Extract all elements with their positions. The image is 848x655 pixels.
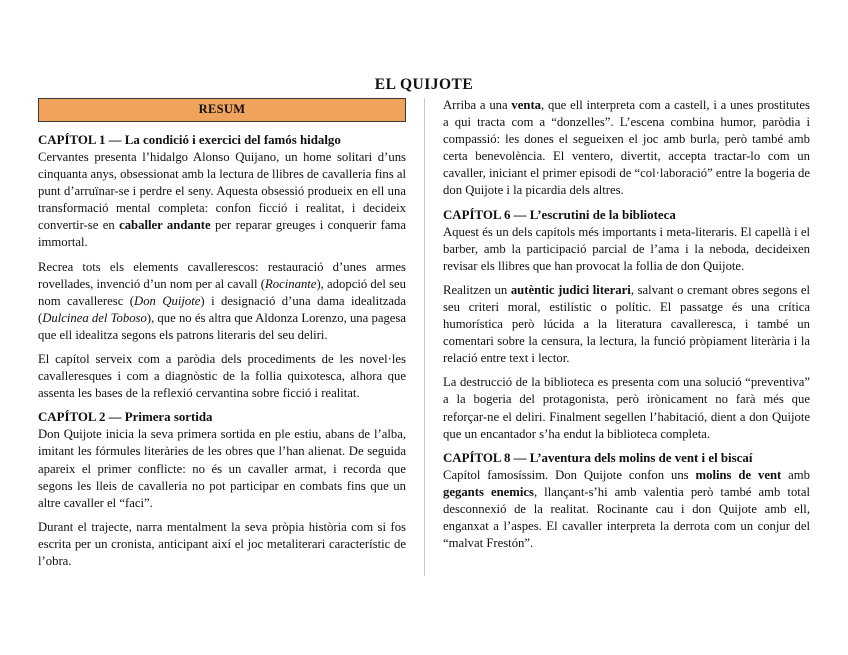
chapter-2-heading: CAPÍTOL 2 — Primera sortida bbox=[38, 410, 213, 425]
column-divider bbox=[424, 98, 425, 576]
chapter-2-paragraph: Durant el trajecte, narra mentalment la seva pròpia història com si fos escrita per un cronista, anticipant així el joc metaliterari característic de l’obra. bbox=[38, 519, 406, 568]
summary-banner: RESUM bbox=[38, 98, 406, 122]
chapter-1-section bbox=[38, 132, 406, 402]
right-column bbox=[443, 97, 810, 559]
chapter-2-paragraph: Don Quijote inicia la seva primera sortida en ple estiu, abans de l’alba, imitant les fórmules literàries de les obres que l’han alienat. De seguida apareix el primer conflicte: no és un cavaller armat, i recorda que segons les lleis de cavalleria no pot participar en combats fins que un altre cavaller el “faci”. bbox=[38, 427, 406, 510]
chapter-1-paragraph: El capítol serveix com a paròdia dels procediments de les novel·les cavalleresques i com a diagnòstic de la follia quixotesca, alhora que assenta les bases de la reflexió cervantina sobre ficció i realitat. bbox=[38, 352, 406, 401]
chapter-8-heading: CAPÍTOL 8 — L’aventura dels molins de vent i el biscaí bbox=[443, 450, 753, 465]
chapter-2-section bbox=[38, 409, 406, 570]
page-title: EL QUIJOTE bbox=[374, 76, 474, 93]
chapter-1-paragraph: Cervantes presenta l’hidalgo Alonso Quijano, un home solitari d’uns cinquanta anys, obsessionat amb la lectura de llibres de cavalleria fins al punt d’arruïnar-se i perdre el seny. Aquesta obsessió produeix en ell una transformació mental completa: confon ficció i realitat, i decideix convertir-se en caballer andante per reparar greuges i conquerir fama immortal. bbox=[38, 150, 406, 250]
chapter-6-heading: CAPÍTOL 6 — L’escrutini de la biblioteca bbox=[443, 207, 676, 222]
chapter-8-paragraph: Capítol famosíssim. Don Quijote confon uns molins de vent amb gegants enemics, llançant-s’hi amb valentia però també amb total desconnexió de la realitat. Rocinante cau i don Quijote amb ell, enganxat a l’aspes. El cavaller interpreta la derrota com un conjur del “malvat Frestón”. bbox=[443, 467, 810, 551]
chapter-2-continued-paragraph: Arriba a una venta, que ell interpreta com a castell, i a unes prostitutes a qui tracta com a “donzelles”. L’escena combina humor, paròdia i compassió: les dones el segueixen el joc amb burla, però també amb certa benevolència. El ventero, divertit, accepta tractar-lo com un cavaller, iniciant el primer episodi de “col·laboració” entre la bogeria de don Quijote i la picardia dels altres. bbox=[443, 98, 810, 198]
chapter-1-paragraph: Recrea tots els elements cavallerescos: restauració d’unes armes rovellades, invenció d’un nom per al cavall (Rocinante), adopció del seu nom cavalleresc (Don Quijote) i designació d’una dama idealitzada (Dulcinea del Toboso), que no és altra que Aldonza Lorenzo, una pagesa que ell idealitza segons els patrons literaris del seu deliri. bbox=[38, 259, 406, 342]
chapter-1-heading: CAPÍTOL 1 — La condició i exercici del famós hidalgo bbox=[38, 133, 341, 147]
chapter-6-paragraph: Realitzen un autèntic judici literari, salvant o cremant obres segons el seu criteri moral, estilístic o polític. El passatge és una crítica humorística però lúcida a la literatura cavalleresca, i també un comentari sobre la censura, la lectura, la funció pròpiament literària i la relació entre text i lector. bbox=[443, 282, 810, 366]
chapter-6-section bbox=[443, 207, 810, 443]
chapter-8-section bbox=[443, 450, 810, 552]
chapter-6-paragraph: La destrucció de la biblioteca es presenta com una solució “preventiva” a la bogeria del protagonista, però irònicament no farà més que reforçar-ne el deliri. Finalment segellen l’habitació, dient a don Quijote que un encantador s’ha endut la biblioteca completa. bbox=[443, 375, 810, 441]
chapter-6-paragraph: Aquest és un dels capítols més importants i meta-literaris. El capellà i el barber, amb la participació parcial de l’ama i la neboda, decideixen revisar els llibres que han provocat la follia de don Quijote. bbox=[443, 224, 810, 273]
left-column bbox=[38, 98, 406, 577]
